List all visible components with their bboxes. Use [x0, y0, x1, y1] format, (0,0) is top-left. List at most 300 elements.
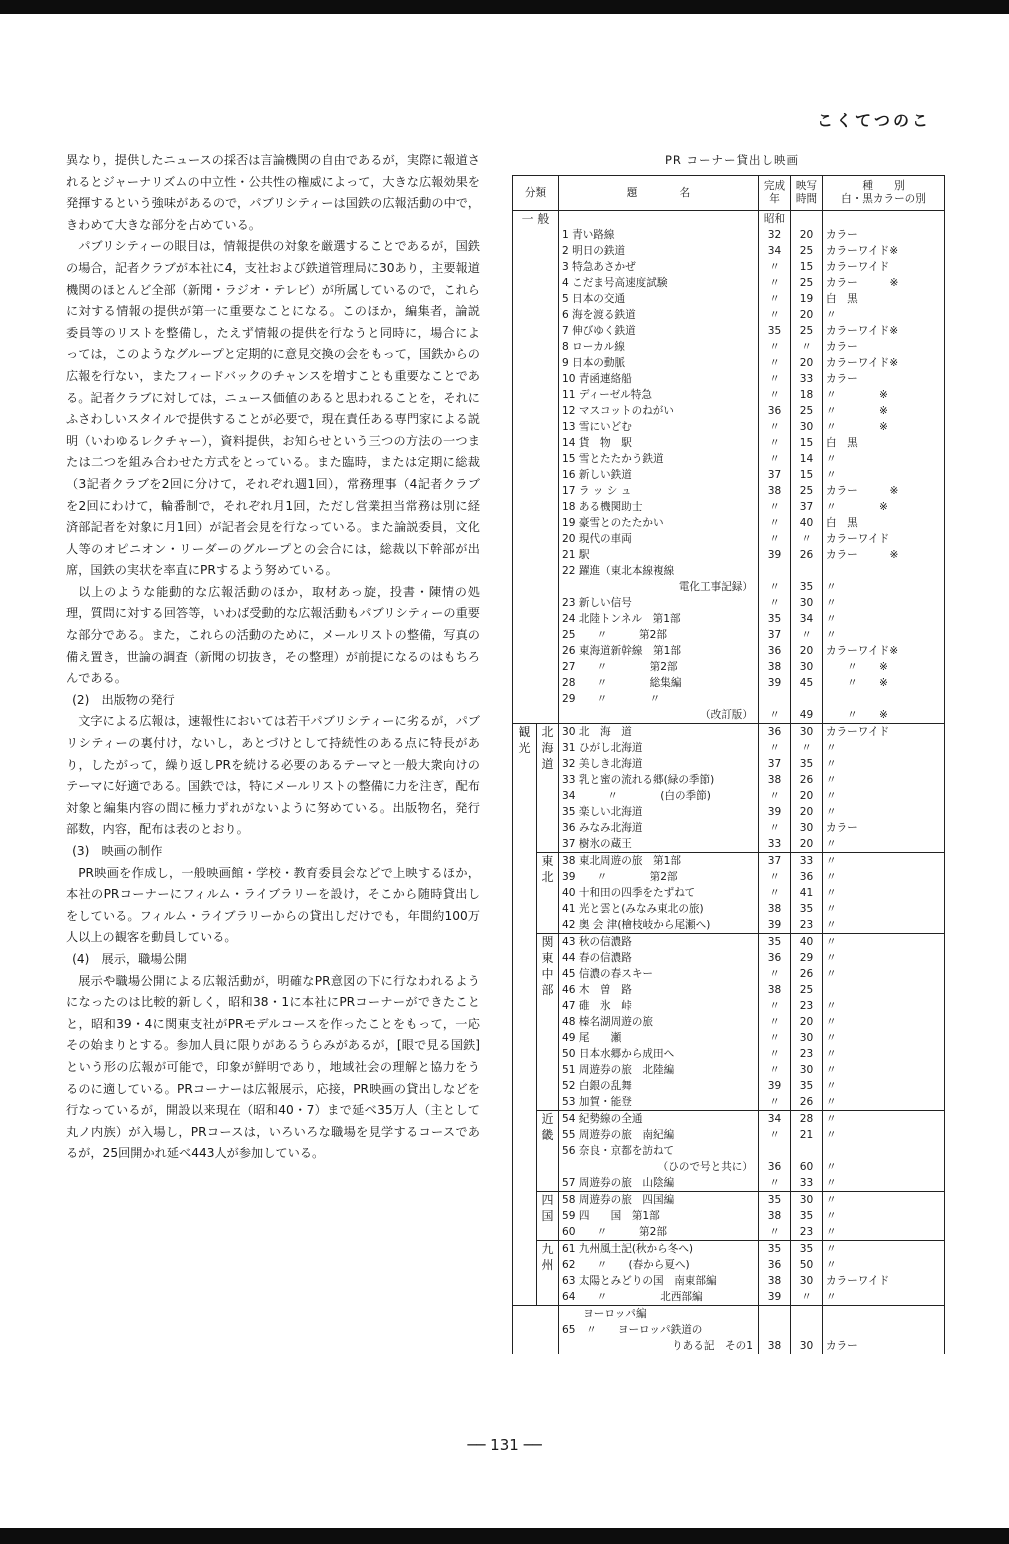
- kind-cell: 〃: [823, 307, 945, 323]
- minutes-cell: 30: [791, 724, 823, 741]
- minutes-cell: 30: [791, 595, 823, 611]
- year-cell: 36: [759, 403, 791, 419]
- film-title-cell: [559, 339, 759, 355]
- film-title-cell: [559, 1030, 759, 1046]
- year-cell: 39: [759, 1078, 791, 1094]
- minutes-cell: 26: [791, 547, 823, 563]
- film-title-cell: [559, 403, 759, 419]
- minutes-cell: 20: [791, 836, 823, 853]
- minutes-cell: 30: [791, 1273, 823, 1289]
- film-title-cell: [559, 371, 759, 387]
- film-title: 29 〃 〃: [562, 693, 661, 705]
- top-border-bar: [0, 0, 1009, 14]
- film-title: 22 躍進（東北本線複線: [562, 565, 675, 577]
- table-row: [513, 756, 945, 772]
- kind-cell: 〃: [823, 611, 945, 627]
- body-paragraph: 以上のような能動的な広報活動のほか，取材あっ旋，投書・陳情の処理，質問に対する回答等，いわば受動的な広報活動もパブリシティーの重要な部分である。また，これらの活動のために，メールリストの整備，写真の備え置き，世論の調査（新聞の切抜き，その整理）が前提になるのはもちろんである。: [66, 584, 480, 686]
- film-title: 35 楽しい北海道: [562, 806, 643, 818]
- film-title: 8 ローカル線: [562, 341, 625, 353]
- film-title: 5 日本の交通: [562, 293, 626, 305]
- year-cell: 36: [759, 643, 791, 659]
- table-row: [513, 1322, 945, 1354]
- year-cell: 39: [759, 917, 791, 934]
- year-cell: 〃: [759, 869, 791, 885]
- film-title: 1 青い路線: [562, 229, 615, 241]
- kind-cell: 〃: [823, 595, 945, 611]
- minutes-cell: 〃: [791, 339, 823, 355]
- kind-cell: 〃: [823, 772, 945, 788]
- kind-cell: 〃: [823, 836, 945, 853]
- year-cell: 38: [759, 1322, 791, 1354]
- kind-cell: 〃: [823, 998, 945, 1014]
- kind-cell: 〃 ※: [823, 403, 945, 419]
- kind-cell: 〃: [823, 1289, 945, 1306]
- minutes-cell: 60: [791, 1143, 823, 1175]
- table-row: [513, 611, 945, 627]
- year-cell: 35: [759, 611, 791, 627]
- year-cell: 37: [759, 627, 791, 643]
- film-title: 20 現代の車両: [562, 533, 632, 545]
- year-cell: 〃: [759, 371, 791, 387]
- film-title-cell: [559, 515, 759, 531]
- film-title-cell: [559, 611, 759, 627]
- kind-cell: 〃: [823, 901, 945, 917]
- kind-cell: 〃: [823, 804, 945, 820]
- film-title: 40 十和田の四季をたずねて: [562, 887, 696, 899]
- film-title: 14 貨 物 駅: [562, 437, 632, 449]
- film-title-cell: [559, 1257, 759, 1273]
- kind-cell: 〃: [823, 788, 945, 804]
- film-title-cell: [559, 467, 759, 483]
- film-title-cell: [559, 724, 759, 741]
- minutes-cell: 23: [791, 1224, 823, 1241]
- year-cell: 〃: [759, 499, 791, 515]
- running-head: こくてつのこ: [816, 111, 931, 130]
- film-title-cell: [559, 853, 759, 870]
- film-title: 13 雪にいどむ: [562, 421, 632, 433]
- film-title-cell: [559, 1127, 759, 1143]
- film-title-cell: [559, 1111, 759, 1128]
- minutes-cell: 15: [791, 435, 823, 451]
- kind-cell: カラーワイド: [823, 1273, 945, 1289]
- year-cell: 36: [759, 950, 791, 966]
- table-row: [513, 435, 945, 451]
- table-row: [513, 243, 945, 259]
- film-title: 33 乳と蜜の流れる郷(緑の季節): [562, 774, 715, 786]
- minutes-cell: 20: [791, 1014, 823, 1030]
- kind-cell: 〃: [823, 1094, 945, 1111]
- table-row: [513, 291, 945, 307]
- table-row: [513, 1175, 945, 1192]
- film-title: 18 ある機関助士: [562, 501, 643, 513]
- film-title: 43 秋の信濃路: [562, 936, 632, 948]
- film-title-cell: [559, 211, 759, 244]
- minutes-cell: 〃: [791, 531, 823, 547]
- minutes-cell: 20: [791, 804, 823, 820]
- subcategory-cell: 東 北: [537, 853, 559, 934]
- minutes-cell: 35: [791, 901, 823, 917]
- minutes-cell: 25: [791, 243, 823, 259]
- film-title-cell: [559, 1224, 759, 1241]
- minutes-cell: 30: [791, 1030, 823, 1046]
- minutes-cell: 18: [791, 387, 823, 403]
- table-row: [513, 355, 945, 371]
- film-title: 30 北 海 道: [562, 726, 632, 738]
- table-row: [513, 998, 945, 1014]
- table-row: [513, 1046, 945, 1062]
- film-title: 6 海を渡る鉄道: [562, 309, 636, 321]
- film-title-cell: [559, 563, 759, 595]
- year-cell: 〃: [759, 1094, 791, 1111]
- body-paragraph: PR映画を作成し，一般映画館・学校・教育委員会などで上映するほか，本社のPRコーナーにフィルム・ライブラリーを設け，そこから随時貸出しをしている。フィルム・ライブラリーからの貸出しだけでも，年間約100万人以上の観客を動員している。: [66, 865, 480, 945]
- table-row: [513, 515, 945, 531]
- header-kind-main: 種 別: [862, 180, 905, 192]
- film-title: 61 九州風土記(秋から冬へ): [562, 1243, 694, 1255]
- table-row: [513, 917, 945, 934]
- kind-cell: 〃 ※: [823, 659, 945, 675]
- minutes-cell: 36: [791, 869, 823, 885]
- year-cell: 昭和 32: [759, 211, 791, 244]
- film-title-cell: [559, 435, 759, 451]
- subcategory-cell: 四 国: [537, 1192, 559, 1241]
- year-cell: 〃: [759, 275, 791, 291]
- film-title-cell: [559, 950, 759, 966]
- film-title: 51 周遊券の旅 北陸編: [562, 1064, 675, 1076]
- film-title: 26 東海道新幹線 第1部: [562, 645, 681, 657]
- kind-cell: カラー: [823, 1322, 945, 1354]
- section-heading: (3) 映画の制作: [72, 844, 163, 858]
- film-title-cell: [559, 788, 759, 804]
- subcategory-cell: 関 東 中 部: [537, 934, 559, 1111]
- body-paragraph: パブリシティーの眼目は，情報提供の対象を厳選することであるが，国鉄の場合，記者クラブが本社に4，支社および鉄道管理局に30あり，主要報道機関のほとんど全部（新聞・ラジオ・テレビ）が所属しているので，これらに対する情報の提供が第一に重要なことになる。このほか，編集者，論説委員等のリストを整備し，たえず情報の提供を行なうと同時に，場合によっては，このようなグループと定期的に意見交換の会をもって，国鉄からの広報を行ない，またフィードバックのチャンスを増すことも重要なことである。記者クラブに対しては，ニュース価値のあると思われることを，それにふさわしいスタイルで提供することが必要で，現在責任ある専門家による説明（いわゆるレクチャー），資料提供，お知らせという三つの方法の一つまたは二つを組み合わせた方式をとっている。また臨時，または定期に総裁（3記者クラブを2回に分けて，それぞれ週1回），常務理事（4記者クラブを2回にわけて，輪番制で，それぞれ月1回，ただし営業担当常務は別に経済部記者を対象に月1回）が記者会見を行なっている。また論説委員，文化人等のオピニオン・リーダーのグループとの会合には，総裁以下幹部が出席，国鉄の実状を率直にPRするよう努めている。: [66, 239, 480, 578]
- film-title-cell: [559, 1208, 759, 1224]
- table-row: [513, 211, 945, 244]
- minutes-cell: 15: [791, 467, 823, 483]
- kind-cell: 〃: [823, 934, 945, 951]
- film-title-cell: [559, 595, 759, 611]
- year-cell: 〃: [759, 291, 791, 307]
- minutes-cell: 49: [791, 691, 823, 724]
- film-title-cell: [559, 355, 759, 371]
- kind-cell: 〃: [823, 451, 945, 467]
- table-row: [513, 885, 945, 901]
- kind-cell: カラーワイド※: [823, 643, 945, 659]
- kind-cell: 〃 ※: [823, 387, 945, 403]
- film-title-cell: [559, 531, 759, 547]
- table-row: [513, 1257, 945, 1273]
- minutes-cell: 19: [791, 291, 823, 307]
- minutes-cell: 25: [791, 403, 823, 419]
- header-kind: [823, 176, 945, 211]
- minutes-cell: 35: [791, 1078, 823, 1094]
- kind-cell: 〃: [823, 1078, 945, 1094]
- table-row: [513, 934, 945, 951]
- film-title-cell: [559, 772, 759, 788]
- kind-cell: 〃 ※: [823, 691, 945, 724]
- film-title-cell: [559, 1014, 759, 1030]
- year-cell: 〃: [759, 307, 791, 323]
- kind-cell: 〃: [823, 1046, 945, 1062]
- film-title-cell: [559, 1192, 759, 1209]
- table-row: [513, 950, 945, 966]
- film-title: 25 〃 第2部: [562, 629, 667, 641]
- year-cell: 〃: [759, 515, 791, 531]
- film-title: 46 木 曽 路: [562, 984, 632, 996]
- header-year: 完成年: [759, 176, 791, 211]
- minutes-cell: 〃: [791, 1289, 823, 1306]
- film-title: 4 こだま号高速度試験: [562, 277, 668, 289]
- film-title: 64 〃 北西部編: [562, 1291, 703, 1303]
- minutes-cell: 33: [791, 853, 823, 870]
- kind-cell: カラー: [823, 371, 945, 387]
- table-row: [513, 259, 945, 275]
- kind-cell: 〃: [823, 1175, 945, 1192]
- year-cell: 38: [759, 982, 791, 998]
- kind-cell: 〃: [823, 853, 945, 870]
- minutes-cell: 25: [791, 275, 823, 291]
- table-row: [513, 1030, 945, 1046]
- film-title: 50 日本水郷から成田へ: [562, 1048, 675, 1060]
- film-title-cell: [559, 1306, 759, 1323]
- minutes-cell: 30: [791, 820, 823, 836]
- film-title: 48 榛名湖周遊の旅: [562, 1016, 654, 1028]
- film-title-cell: [559, 740, 759, 756]
- film-title-continuation: 電化工事記録）: [678, 581, 753, 593]
- table-row: [513, 1143, 945, 1175]
- film-title: 44 春の信濃路: [562, 952, 632, 964]
- kind-cell: カラーワイド: [823, 724, 945, 741]
- film-title-cell: [559, 675, 759, 691]
- film-title: 2 明日の鉄道: [562, 245, 626, 257]
- film-title-cell: [559, 998, 759, 1014]
- table-row: [513, 451, 945, 467]
- film-title: 36 みなみ北海道: [562, 822, 643, 834]
- kind-cell: 〃: [823, 1208, 945, 1224]
- minutes-cell: 40: [791, 934, 823, 951]
- year-cell: 35: [759, 934, 791, 951]
- year-cell: 〃: [759, 355, 791, 371]
- kind-cell: 〃: [823, 1030, 945, 1046]
- page-number: ── 131 ──: [467, 1436, 542, 1454]
- year-cell: 〃: [759, 1127, 791, 1143]
- table-title: PR コーナー貸出し映画: [664, 153, 800, 167]
- film-title-cell: [559, 627, 759, 643]
- year-cell: 〃: [759, 451, 791, 467]
- film-title: 32 美しき北海道: [562, 758, 643, 770]
- year-cell: 37: [759, 467, 791, 483]
- minutes-cell: 21: [791, 1127, 823, 1143]
- table-row: [513, 982, 945, 998]
- body-paragraph: 文字による広報は，速報性においては若干パブリシティーに劣るが，パブリシティーの裏付け，ないし，あとづけとして持続性のある点に特長があり，したがって，繰り返しPRを続ける必要のあるテーマと一般大衆向けのテーマに好適である。国鉄では，特にメールリストの整備に力を注ぎ，配布対象と編集内容の間に極力ずれがないように努めている。出版物名，発行部数，内容，配布は表のとおり。: [66, 714, 480, 837]
- year-cell: 34: [759, 1111, 791, 1128]
- minutes-cell: 20: [791, 788, 823, 804]
- film-title-cell: [559, 243, 759, 259]
- table-row: [513, 675, 945, 691]
- film-rental-table: [512, 175, 945, 1354]
- table-row: [513, 467, 945, 483]
- film-title-cell: [559, 820, 759, 836]
- film-title: 62 〃 (春から夏へ): [562, 1259, 690, 1271]
- table-row: [513, 339, 945, 355]
- header-minutes: 映写時間: [791, 176, 823, 211]
- film-title: 59 四 国 第1部: [562, 1210, 660, 1222]
- category-cell: 一 般: [513, 211, 559, 724]
- minutes-cell: 35: [791, 563, 823, 595]
- minutes-cell: 23: [791, 998, 823, 1014]
- table-row: [513, 387, 945, 403]
- minutes-cell: 28: [791, 1111, 823, 1128]
- film-title-cell: [559, 1062, 759, 1078]
- film-title: 53 加賀・能登: [562, 1096, 632, 1108]
- minutes-cell: 29: [791, 950, 823, 966]
- table-row: [513, 563, 945, 595]
- year-cell: [759, 1306, 791, 1323]
- film-title: 7 伸びゆく鉄道: [562, 325, 636, 337]
- header-category: 分類: [513, 176, 559, 211]
- film-title: 12 マスコットのねがい: [562, 405, 674, 417]
- kind-cell: 白 黒: [823, 435, 945, 451]
- header-title: 題 名: [559, 176, 759, 211]
- film-title-cell: [559, 1289, 759, 1306]
- film-title: 47 碓 氷 峠: [562, 1000, 632, 1012]
- film-title-cell: [559, 966, 759, 982]
- section-heading: (4) 展示，職場公開: [72, 951, 187, 966]
- table-row: [513, 419, 945, 435]
- minutes-cell: 35: [791, 1241, 823, 1258]
- film-title-cell: [559, 659, 759, 675]
- kind-cell: 〃: [823, 1192, 945, 1209]
- header-kind-sub: 白・黒カラーの別: [841, 193, 926, 205]
- minutes-cell: 26: [791, 772, 823, 788]
- table-row: [513, 1306, 945, 1323]
- film-title: 3 特急あさかぜ: [562, 261, 636, 273]
- table-row: [513, 483, 945, 499]
- film-title: 23 新しい信号: [562, 597, 632, 609]
- film-title: 56 奈良・京都を訪ねて: [562, 1145, 674, 1157]
- minutes-cell: 35: [791, 1208, 823, 1224]
- minutes-cell: 33: [791, 371, 823, 387]
- film-title: 19 豪雪とのたたかい: [562, 517, 664, 529]
- minutes-cell: 20: [791, 643, 823, 659]
- kind-cell: 白 黒: [823, 291, 945, 307]
- year-cell: 〃: [759, 998, 791, 1014]
- kind-cell: 〃: [823, 627, 945, 643]
- table-row: [513, 820, 945, 836]
- film-title-continuation: （ひので号と共に）: [657, 1161, 753, 1173]
- film-title-cell: [559, 1273, 759, 1289]
- table-row: [513, 1224, 945, 1241]
- film-title-cell: [559, 934, 759, 951]
- year-cell: 36: [759, 1143, 791, 1175]
- film-title-cell: [559, 259, 759, 275]
- body-paragraph: 異なり，提供したニュースの採否は言論機関の自由であるが，実際に報道されるとジャーナリズムの中立性・公共性の権威によって，大きな広報効果を発揮するという強味があるので，パブリシティーは国鉄の広報活動の中で，きわめて大きな部分を占めている。: [66, 153, 480, 232]
- film-title-cell: [559, 323, 759, 339]
- year-cell: 〃: [759, 740, 791, 756]
- minutes-cell: 〃: [791, 627, 823, 643]
- minutes-cell: 30: [791, 1192, 823, 1209]
- film-title: 21 駅: [562, 549, 590, 561]
- film-title: 54 紀勢線の全通: [562, 1113, 643, 1125]
- table-row: [513, 1289, 945, 1306]
- minutes-cell: 30: [791, 1062, 823, 1078]
- year-cell: 〃: [759, 1014, 791, 1030]
- minutes-cell: 50: [791, 1257, 823, 1273]
- table-row: [513, 966, 945, 982]
- minutes-cell: 45: [791, 675, 823, 691]
- kind-cell: 〃: [823, 885, 945, 901]
- table-row: [513, 691, 945, 724]
- minutes-cell: [791, 1306, 823, 1323]
- year-cell: 38: [759, 659, 791, 675]
- kind-cell: 〃: [823, 1014, 945, 1030]
- table-row: [513, 643, 945, 659]
- kind-cell: 〃 ※: [823, 675, 945, 691]
- table-row: [513, 869, 945, 885]
- year-cell: 35: [759, 1241, 791, 1258]
- table-row: [513, 547, 945, 563]
- film-title-cell: [559, 1046, 759, 1062]
- year-cell: 〃: [759, 1046, 791, 1062]
- kind-cell: カラーワイド※: [823, 355, 945, 371]
- film-title-cell: [559, 1175, 759, 1192]
- kind-cell: カラー: [823, 820, 945, 836]
- film-title-cell: [559, 307, 759, 323]
- film-title-cell: [559, 451, 759, 467]
- year-cell: 38: [759, 483, 791, 499]
- year-cell: 〃: [759, 820, 791, 836]
- year-cell: 〃: [759, 419, 791, 435]
- film-title-cell: [559, 836, 759, 853]
- table-row: [513, 740, 945, 756]
- film-title: 37 樹氷の蔵王: [562, 838, 632, 850]
- table-row: [513, 627, 945, 643]
- kind-cell: 〃: [823, 1127, 945, 1143]
- year-cell: 35: [759, 1192, 791, 1209]
- body-text-column: [66, 150, 480, 1165]
- film-title: ヨーロッパ編: [562, 1308, 647, 1320]
- year-cell: 〃: [759, 1062, 791, 1078]
- table-row: [513, 836, 945, 853]
- minutes-cell: 41: [791, 885, 823, 901]
- film-title: 57 周遊券の旅 山陰編: [562, 1177, 675, 1189]
- film-title: 63 太陽とみどりの国 南東部編: [562, 1275, 717, 1287]
- kind-cell: 〃: [823, 869, 945, 885]
- film-title-cell: [559, 547, 759, 563]
- table-row: [513, 901, 945, 917]
- film-title: 28 〃 総集編: [562, 677, 682, 689]
- film-title: 49 尾 瀬: [562, 1032, 622, 1044]
- film-title-cell: [559, 982, 759, 998]
- year-cell: 〃: [759, 387, 791, 403]
- table-row: [513, 403, 945, 419]
- year-cell: 36: [759, 1257, 791, 1273]
- kind-cell: 〃: [823, 1241, 945, 1258]
- table-row: [513, 804, 945, 820]
- year-cell: 39: [759, 1289, 791, 1306]
- minutes-cell: 14: [791, 451, 823, 467]
- table-row: [513, 1094, 945, 1111]
- film-title-cell: [559, 1078, 759, 1094]
- kind-cell: 〃: [823, 756, 945, 772]
- film-title-cell: [559, 483, 759, 499]
- body-paragraph: 展示や職場公開による広報活動が，明確なPR意図の下に行なわれるようになったのは比較的新しく，昭和38・1に本社にPRコーナーができたことと，昭和39・4に関東支社がPRモデルコースを作ったことをもって，一応その始まりとする。参加人員に限りがあるうらみがあるが，[眼で見る国鉄]という形の広報が可能で，印象が鮮明であり，地域社会の理解と協力をうるのに適している。PRコーナーは広報展示，応接，PR映画の貸出しなどを行なっているが，開設以来現在（昭和40・7）まで延べ35万人（主として丸ノ内族）が入場し，PRコースは，いろいろな職場を見学するコースであるが，25回開かれ延べ443人が参加している。: [66, 973, 480, 1161]
- year-cell: 〃: [759, 788, 791, 804]
- film-title: 17 ラ ッ シ ュ: [562, 485, 632, 497]
- film-title-cell: [559, 756, 759, 772]
- film-title: 58 周遊券の旅 四国編: [562, 1194, 675, 1206]
- minutes-cell: 25: [791, 323, 823, 339]
- category-cell: 観 光: [513, 724, 537, 1306]
